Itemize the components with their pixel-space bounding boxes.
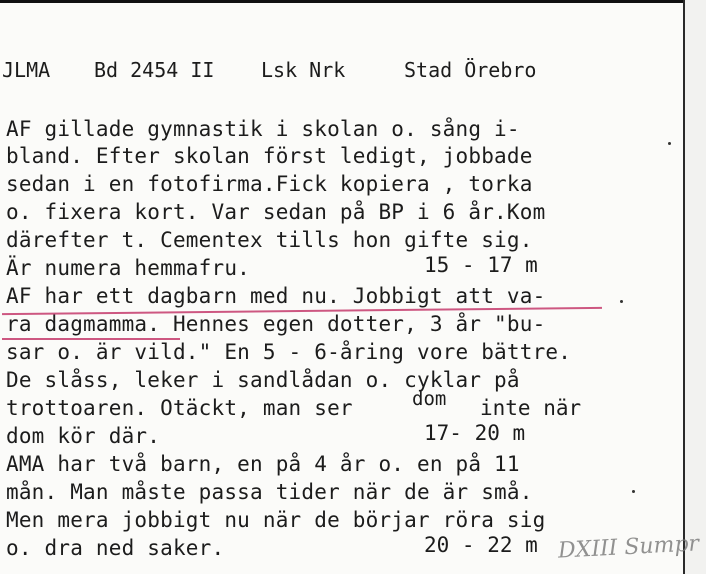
text-line: mån. Man måste passa tider när de är små. — [6, 480, 533, 504]
text-line-tail: inte när — [480, 396, 582, 420]
text-line: ra dagmamma. Hennes egen dotter, 3 år "bu- — [6, 312, 546, 336]
card-right-gutter — [685, 0, 706, 574]
text-line: Men mera jobbigt nu när de börjar röra sig — [6, 508, 546, 532]
inline-insert: dom — [412, 388, 447, 410]
timestamp: 20 - 22 m — [424, 533, 538, 557]
text-line: AF har ett dagbarn med nu. Jobbigt att va- — [6, 284, 546, 308]
archive-stamp: DXIII Sumpr — [557, 531, 700, 564]
recorder-code: Lsk Nrk — [261, 58, 346, 82]
card-top-border — [0, 0, 706, 3]
text-line: o. dra ned saker. — [6, 536, 225, 560]
text-line: De slåss, leker i sandlådan o. cyklar på — [6, 368, 520, 392]
text-line: Är numera hemmafru. — [6, 256, 251, 280]
text-line: o. fixera kort. Var sedan på BP i 6 år.Kom — [6, 200, 546, 224]
timestamp: 15 - 17 m — [424, 253, 538, 277]
volume-number: Bd 2454 II — [94, 58, 215, 82]
text-line: AMA har två barn, en på 4 år o. en på 11 — [6, 452, 520, 476]
scan-speck — [632, 490, 635, 493]
text-line: därefter t. Cementex tills hon gifte sig. — [6, 228, 533, 252]
text-line: sedan i en fotofirma.Fick kopiera , torka — [6, 172, 533, 196]
scan-speck — [668, 142, 671, 145]
text-line: dom kör där. — [6, 424, 161, 448]
text-line: AF gillade gymnastik i skolan o. sång i- — [6, 117, 520, 141]
text-line: trottoaren. Otäckt, man ser — [6, 396, 353, 420]
archive-code: JLMA — [2, 58, 51, 82]
place-name: Stad Örebro — [404, 58, 537, 82]
card-header — [2, 58, 537, 88]
scan-speck — [620, 300, 623, 303]
timestamp: 17- 20 m — [424, 421, 526, 445]
text-line: bland. Efter skolan först ledigt, jobbade — [6, 144, 533, 168]
text-line: sar o. är vild." En 5 - 6-åring vore bättre. — [6, 340, 572, 364]
